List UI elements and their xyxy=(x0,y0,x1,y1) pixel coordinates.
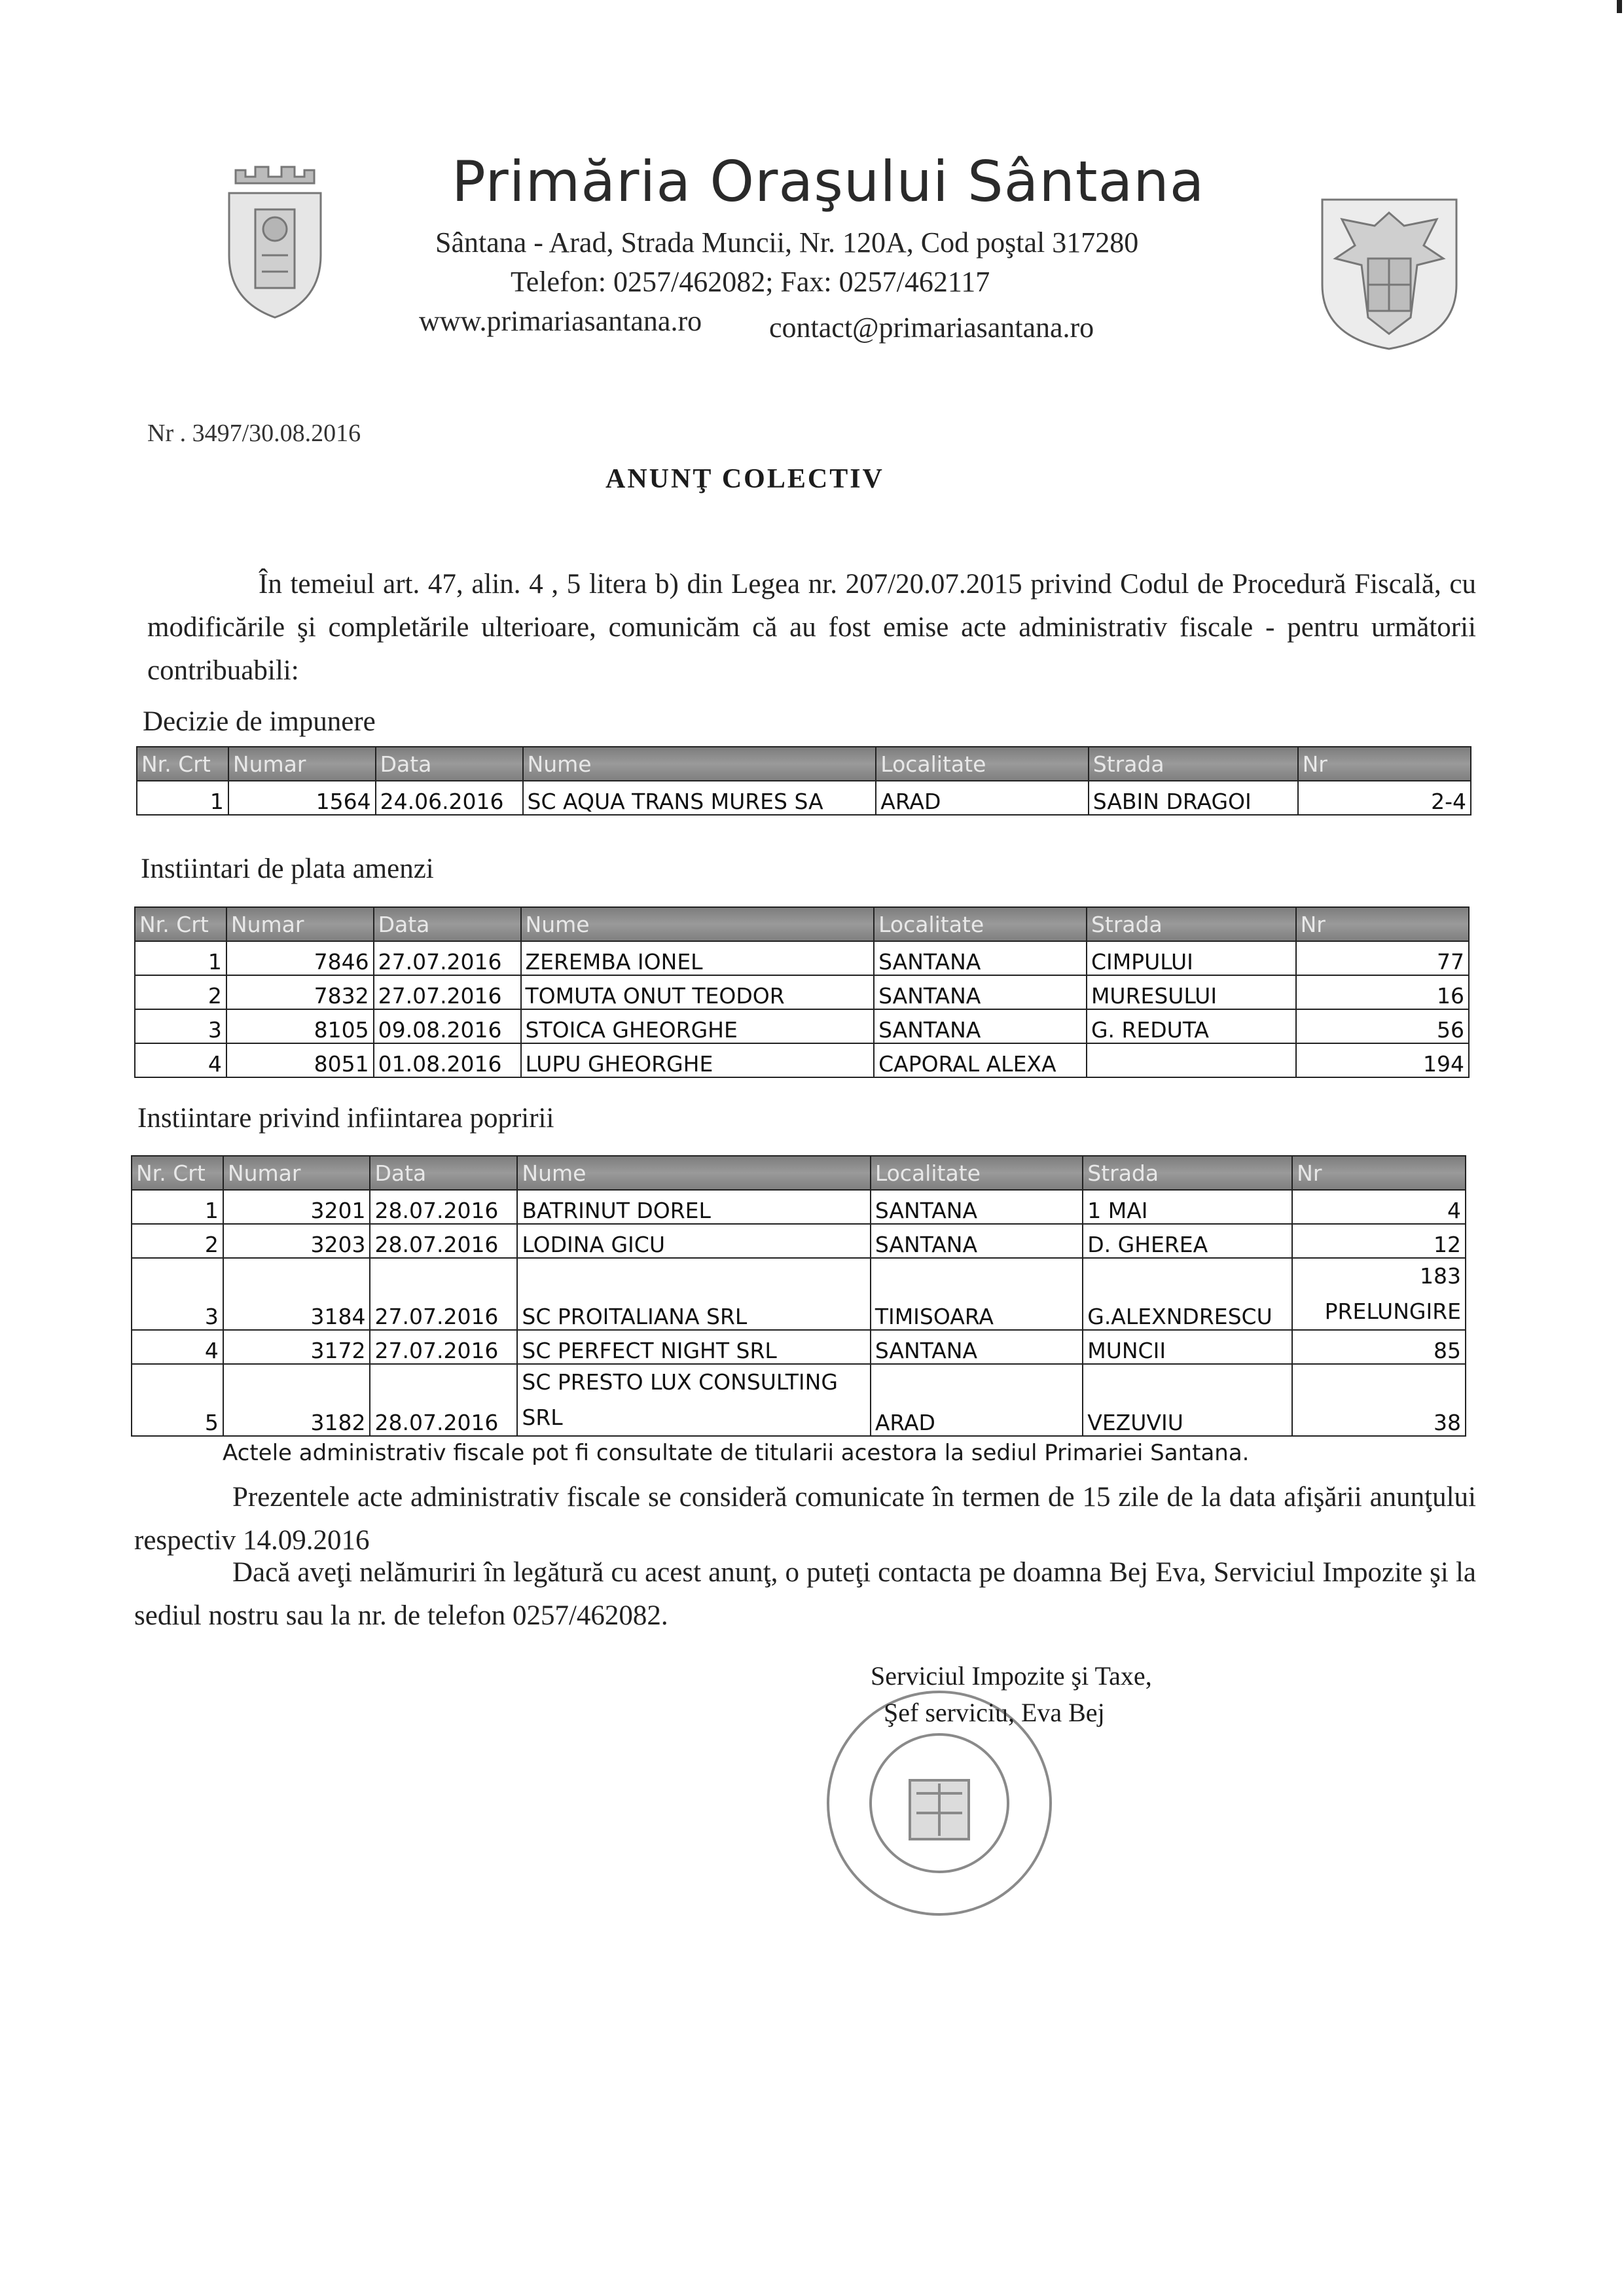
table-cell: TIMISOARA xyxy=(871,1258,1083,1330)
table-cell: 01.08.2016 xyxy=(374,1043,521,1077)
table-cell: 3184 xyxy=(223,1258,370,1330)
table-cell: 77 xyxy=(1296,941,1469,975)
section-title: Instiintare privind infiintarea popririi xyxy=(137,1103,554,1134)
column-header: Numar xyxy=(223,1156,370,1190)
table-cell: LODINA GICU xyxy=(517,1224,870,1258)
column-header: Numar xyxy=(228,747,376,781)
column-header: Nr xyxy=(1296,907,1469,941)
website-link[interactable]: www.primariasantana.ro xyxy=(419,305,702,337)
table-header-row xyxy=(137,747,1471,781)
table-cell: 183 PRELUNGIRE xyxy=(1292,1258,1466,1330)
table-cell: SANTANA xyxy=(871,1330,1083,1364)
table-row xyxy=(132,1330,1466,1364)
table-cell: 27.07.2016 xyxy=(370,1330,517,1364)
communication-paragraph: Prezentele acte administrativ fiscale se consideră comunicate în termen de 15 zile de la data afişării anunţului respectiv 14.09.2016 xyxy=(134,1482,1476,1556)
address-line: Sântana - Arad, Strada Muncii, Nr. 120A, Cod poştal 317280 xyxy=(435,226,1139,259)
table-cell: CIMPULUI xyxy=(1087,941,1296,975)
column-header: Strada xyxy=(1083,1156,1292,1190)
table-cell: SANTANA xyxy=(874,1009,1087,1043)
table-cell: TOMUTA ONUT TEODOR xyxy=(521,975,875,1009)
table-cell: 2 xyxy=(135,975,226,1009)
column-header: Localitate xyxy=(874,907,1087,941)
table-cell: SABIN DRAGOI xyxy=(1089,781,1298,815)
table-cell: 3182 xyxy=(223,1364,370,1436)
table-cell: 4 xyxy=(132,1330,223,1364)
table-cell: 09.08.2016 xyxy=(374,1009,521,1043)
table-row xyxy=(137,781,1471,815)
table-cell: 27.07.2016 xyxy=(374,975,521,1009)
table-cell: 2 xyxy=(132,1224,223,1258)
column-header: Localitate xyxy=(876,747,1089,781)
scan-mark xyxy=(1617,0,1622,13)
table-cell: CAPORAL ALEXA xyxy=(874,1043,1087,1077)
column-header: Strada xyxy=(1089,747,1298,781)
column-header: Data xyxy=(370,1156,517,1190)
table-cell: 28.07.2016 xyxy=(370,1224,517,1258)
column-header: Nr xyxy=(1298,747,1471,781)
city-coat-of-arms-icon xyxy=(216,157,334,321)
table-header-row xyxy=(135,907,1469,941)
consultation-note: Actele administrativ fiscale pot fi consultate de titularii acestora la sediul Primariei Santana. xyxy=(223,1440,1250,1466)
table-row xyxy=(132,1258,1466,1330)
intro-paragraph: În temeiul art. 47, alin. 4 , 5 litera b) din Legea nr. 207/20.07.2015 privind Codul de Procedură Fiscală, cu modificările şi completările ulterioare, comunicăm că au fost emise acte administrativ fiscale - pentru următorii contribuabili: xyxy=(147,569,1476,686)
document-heading: ANUNŢ COLECTIV xyxy=(605,464,884,494)
table-cell: SC PRESTO LUX CONSULTING SRL xyxy=(517,1364,870,1436)
table-cell: 8051 xyxy=(226,1043,374,1077)
column-header: Data xyxy=(374,907,521,941)
table-cell: D. GHEREA xyxy=(1083,1224,1292,1258)
table-cell: SC PROITALIANA SRL xyxy=(517,1258,870,1330)
table-cell: 16 xyxy=(1296,975,1469,1009)
table-cell: 27.07.2016 xyxy=(370,1258,517,1330)
table-cell: 3203 xyxy=(223,1224,370,1258)
table-cell: LUPU GHEORGHE xyxy=(521,1043,875,1077)
table-cell: 3172 xyxy=(223,1330,370,1364)
column-header: Data xyxy=(376,747,523,781)
column-header: Nr xyxy=(1292,1156,1466,1190)
table-cell: SANTANA xyxy=(874,941,1087,975)
table-cell: 85 xyxy=(1292,1330,1466,1364)
table-cell: 12 xyxy=(1292,1224,1466,1258)
table-cell: ARAD xyxy=(871,1364,1083,1436)
section-title: Decizie de impunere xyxy=(143,706,376,737)
table-cell: MUNCII xyxy=(1083,1330,1292,1364)
table-cell: ZEREMBA IONEL xyxy=(521,941,875,975)
column-header: Nume xyxy=(517,1156,870,1190)
table-row xyxy=(132,1364,1466,1436)
table-cell: 7846 xyxy=(226,941,374,975)
phone-fax-line: Telefon: 0257/462082; Fax: 0257/462117 xyxy=(511,266,990,298)
table-cell xyxy=(1087,1043,1296,1077)
table-cell: G.ALEXNDRESCU xyxy=(1083,1258,1292,1330)
table-cell: 1 xyxy=(137,781,228,815)
column-header: Numar xyxy=(226,907,374,941)
table-cell: SC AQUA TRANS MURES SA xyxy=(523,781,876,815)
table-cell: BATRINUT DOREL xyxy=(517,1190,870,1224)
table-header-row xyxy=(132,1156,1466,1190)
section-title: Instiintari de plata amenzi xyxy=(141,853,434,884)
table-cell: SANTANA xyxy=(871,1190,1083,1224)
email-link[interactable]: contact@primariasantana.ro xyxy=(769,312,1094,344)
signature-department: Serviciul Impozite şi Taxe, xyxy=(871,1661,1152,1691)
table-cell: 4 xyxy=(135,1043,226,1077)
table-cell: 3 xyxy=(135,1009,226,1043)
table-cell: 194 xyxy=(1296,1043,1469,1077)
table-cell: ARAD xyxy=(876,781,1089,815)
column-header: Localitate xyxy=(871,1156,1083,1190)
table-cell: 28.07.2016 xyxy=(370,1190,517,1224)
table-cell: STOICA GHEORGHE xyxy=(521,1009,875,1043)
signature-name: Şef serviciu, Eva Bej xyxy=(884,1698,1105,1727)
table-cell: 3201 xyxy=(223,1190,370,1224)
table-cell: 1564 xyxy=(228,781,376,815)
table-cell: 8105 xyxy=(226,1009,374,1043)
table-row xyxy=(135,1009,1469,1043)
column-header: Strada xyxy=(1087,907,1296,941)
table-row xyxy=(135,975,1469,1009)
document-number: Nr . 3497/30.08.2016 xyxy=(147,420,361,447)
national-coat-of-arms-icon xyxy=(1316,187,1463,350)
fines-table xyxy=(134,906,1470,1078)
column-header: Nume xyxy=(523,747,876,781)
table-cell: 4 xyxy=(1292,1190,1466,1224)
garnishment-table xyxy=(131,1155,1466,1437)
table-cell: 1 xyxy=(135,941,226,975)
table-cell: 24.06.2016 xyxy=(376,781,523,815)
table-cell: 38 xyxy=(1292,1364,1466,1436)
column-header: Nr. Crt xyxy=(137,747,228,781)
table-cell: 56 xyxy=(1296,1009,1469,1043)
table-row xyxy=(132,1224,1466,1258)
column-header: Nr. Crt xyxy=(132,1156,223,1190)
table-row xyxy=(135,1043,1469,1077)
table-cell: 1 MAI xyxy=(1083,1190,1292,1224)
table-cell: 2-4 xyxy=(1298,781,1471,815)
table-cell: 3 xyxy=(132,1258,223,1330)
table-cell: 5 xyxy=(132,1364,223,1436)
table-cell: 1 xyxy=(132,1190,223,1224)
table-row xyxy=(135,941,1469,975)
column-header: Nr. Crt xyxy=(135,907,226,941)
table-cell: MURESULUI xyxy=(1087,975,1296,1009)
contact-paragraph: Dacă aveţi nelămuriri în legătură cu acest anunţ, o puteţi contacta pe doamna Bej Eva, Serviciul Impozite şi la sediul nostru sau la nr. de telefon 0257/462082. xyxy=(134,1557,1476,1631)
page-title: Primăria Oraşului Sântana xyxy=(452,149,1205,215)
table-row xyxy=(132,1190,1466,1224)
table-cell: SANTANA xyxy=(871,1224,1083,1258)
table-cell: G. REDUTA xyxy=(1087,1009,1296,1043)
table-cell: SANTANA xyxy=(874,975,1087,1009)
column-header: Nume xyxy=(521,907,875,941)
table-cell: 28.07.2016 xyxy=(370,1364,517,1436)
table-cell: 27.07.2016 xyxy=(374,941,521,975)
table-cell: 7832 xyxy=(226,975,374,1009)
table-cell: VEZUVIU xyxy=(1083,1364,1292,1436)
table-cell: SC PERFECT NIGHT SRL xyxy=(517,1330,870,1364)
decision-table xyxy=(136,746,1471,816)
